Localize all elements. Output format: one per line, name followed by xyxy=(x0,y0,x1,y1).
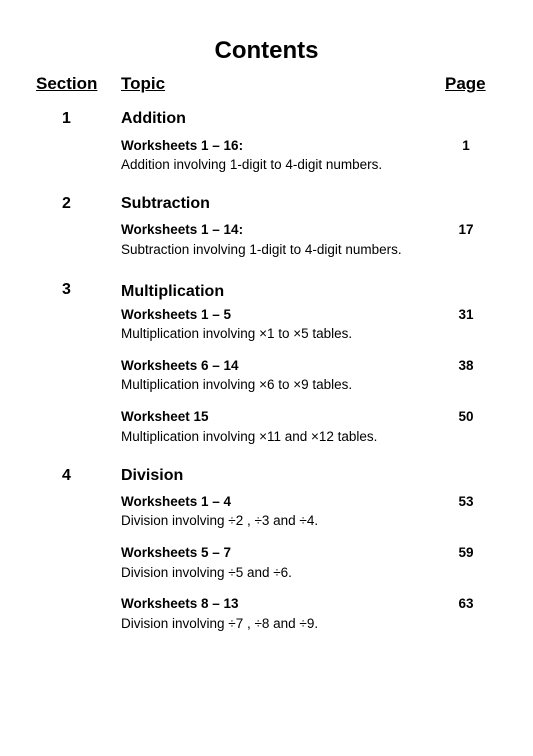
entry-page: 17 xyxy=(458,222,474,237)
entry-page: 31 xyxy=(458,307,474,322)
section-title-division: Division xyxy=(121,467,184,484)
entry-description: Multiplication involving ×11 and ×12 tables. xyxy=(121,429,378,444)
entry-title: Worksheets 1 – 14: xyxy=(121,222,244,237)
entry-description: Multiplication involving ×6 to ×9 tables. xyxy=(121,377,353,392)
section-number: 1 xyxy=(62,110,71,127)
entry-title: Worksheets 1 – 4 xyxy=(121,494,232,509)
entry-page: 53 xyxy=(458,494,474,509)
entry-description: Multiplication involving ×1 to ×5 tables. xyxy=(121,326,353,341)
entry-title: Worksheets 1 – 5 xyxy=(121,307,232,322)
entry-title: Worksheets 5 – 7 xyxy=(121,545,232,560)
section-title-multiplication: Multiplication xyxy=(121,283,225,300)
entry-page: 50 xyxy=(458,409,474,424)
section-number: 2 xyxy=(62,195,71,212)
section-number: 4 xyxy=(62,467,71,484)
entry-title: Worksheet 15 xyxy=(121,409,209,424)
section-number: 3 xyxy=(62,281,71,298)
section-title-subtraction: Subtraction xyxy=(121,195,210,212)
entry-page: 38 xyxy=(458,358,474,373)
entry-page: 1 xyxy=(462,138,470,153)
entry-description: Division involving ÷5 and ÷6. xyxy=(121,565,292,580)
section-title-addition: Addition xyxy=(121,110,186,127)
column-header-page: Page xyxy=(445,74,486,93)
entry-page: 63 xyxy=(458,596,474,611)
entry-title: Worksheets 6 – 14 xyxy=(121,358,239,373)
column-header-topic: Topic xyxy=(121,74,166,93)
entry-description: Division involving ÷7 , ÷8 and ÷9. xyxy=(121,616,319,631)
column-header-section: Section xyxy=(36,74,98,93)
page-title: Contents xyxy=(214,37,319,64)
entry-description: Division involving ÷2 , ÷3 and ÷4. xyxy=(121,513,319,528)
entry-description: Subtraction involving 1-digit to 4-digit numbers. xyxy=(121,242,402,257)
entry-page: 59 xyxy=(458,545,474,560)
entry-title: Worksheets 1 – 16: xyxy=(121,138,244,153)
entry-title: Worksheets 8 – 13 xyxy=(121,596,239,611)
entry-description: Addition involving 1-digit to 4-digit numbers. xyxy=(121,157,383,172)
